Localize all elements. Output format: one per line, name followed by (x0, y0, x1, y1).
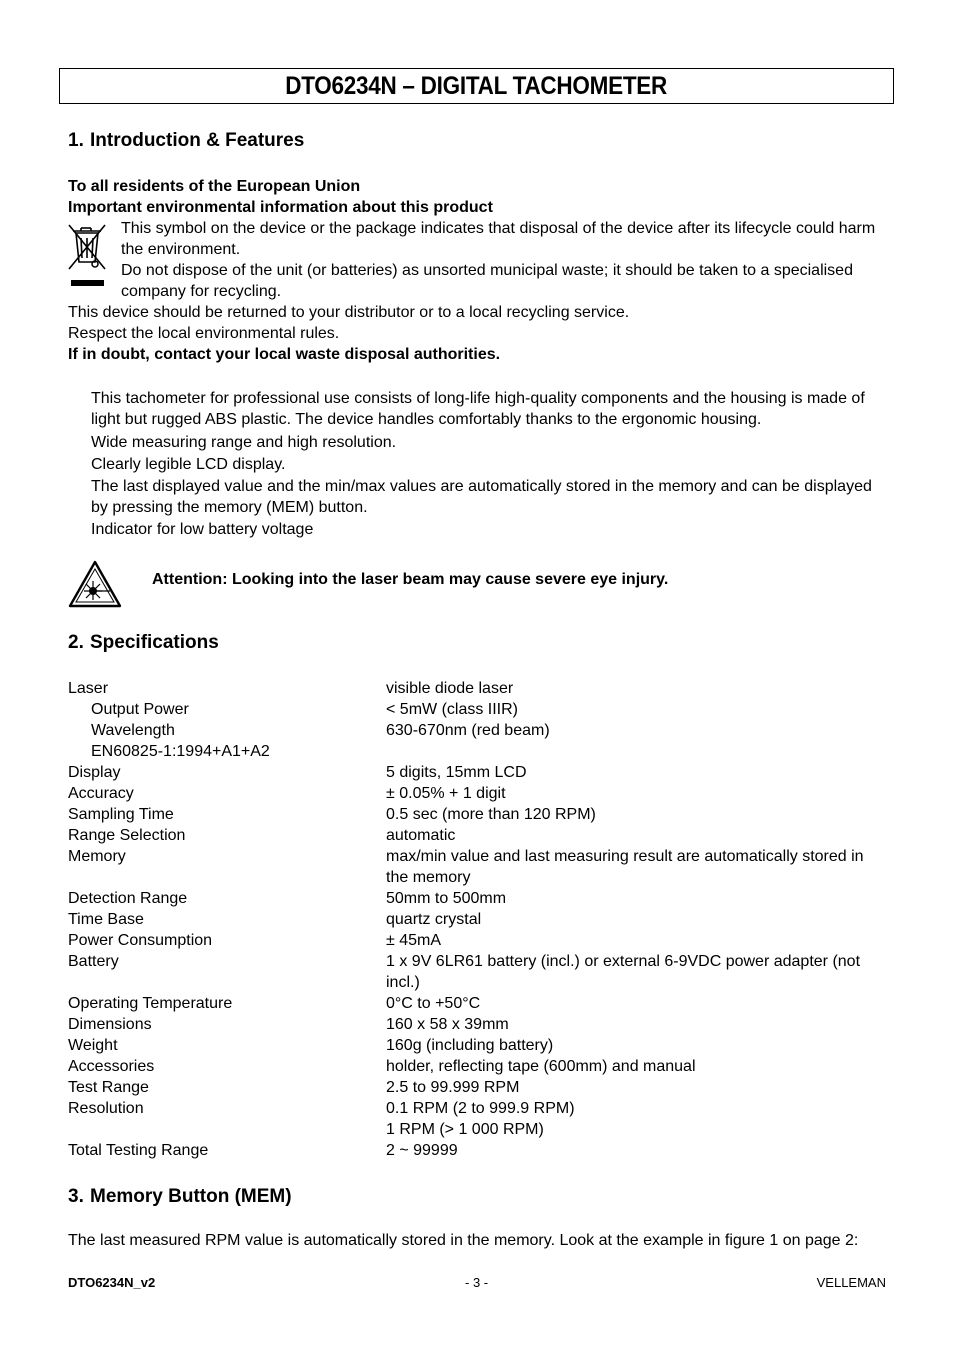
spec-key: EN60825-1:1994+A1+A2 (91, 743, 270, 760)
spec-row (68, 762, 888, 783)
spec-row (68, 1098, 888, 1119)
feature-item: Clearly legible LCD display. (91, 456, 286, 473)
laser-warning-icon (68, 560, 122, 608)
weee-text-1: This symbol on the device or the package indicates that disposal of the device after its lifecycle could harm the environment. (121, 220, 876, 258)
spec-key: Time Base (68, 911, 144, 928)
spec-row (68, 825, 888, 846)
spec-row (68, 804, 888, 825)
spec-row (68, 951, 888, 993)
spec-key: Power Consumption (68, 932, 213, 949)
spec-row (68, 741, 888, 762)
feature-paragraph: This tachometer for professional use consists of long-life high-quality components and the housing is made of light but rugged ABS plastic. The device handles comfortably thanks to the ergonomic housing. (91, 390, 865, 428)
spec-key: Accessories (68, 1058, 155, 1075)
spec-row (68, 1140, 888, 1161)
footer-page-number: - 3 - (465, 1275, 489, 1290)
section-3-heading: 3. Memory Button (MEM) (68, 1186, 292, 1207)
spec-row (68, 1056, 888, 1077)
page-title: DTO6234N – DIGITAL TACHOMETER (285, 71, 668, 100)
feature-item: Wide measuring range and high resolution. (91, 434, 397, 451)
spec-row (68, 1014, 888, 1035)
spec-row (68, 720, 888, 741)
spec-value: 630-670nm (red beam) (386, 722, 550, 739)
spec-value: holder, reflecting tape (600mm) and manual (386, 1058, 696, 1075)
spec-value: 1 RPM (> 1 000 RPM) (386, 1121, 544, 1138)
section-2-heading: 2. Specifications (68, 632, 219, 653)
spec-row (68, 993, 888, 1014)
crossed-out-wheelie-bin-icon (66, 222, 108, 288)
spec-key: Operating Temperature (68, 995, 233, 1012)
spec-row (68, 783, 888, 804)
spec-key: Accuracy (68, 785, 134, 802)
respect-text: Respect the local environmental rules. (68, 325, 340, 342)
spec-row (68, 909, 888, 930)
spec-key: Wavelength (91, 722, 175, 739)
spec-row (68, 888, 888, 909)
spec-value: 2 ~ 99999 (386, 1142, 458, 1159)
spec-value: 2.5 to 99.999 RPM (386, 1079, 520, 1096)
spec-row (68, 846, 888, 888)
spec-key: Detection Range (68, 890, 188, 907)
section-1-heading: 1. Introduction & Features (68, 130, 305, 151)
spec-key: Battery (68, 953, 119, 970)
spec-value: 50mm to 500mm (386, 890, 507, 907)
spec-key: Range Selection (68, 827, 186, 844)
spec-value: quartz crystal (386, 911, 482, 928)
spec-key: Laser (68, 680, 109, 697)
spec-key: Display (68, 764, 121, 781)
footer-doc-id: DTO6234N_v2 (68, 1275, 156, 1290)
eu-line-1: To all residents of the European Union (68, 178, 361, 195)
spec-key: Test Range (68, 1079, 149, 1096)
spec-key: Sampling Time (68, 806, 174, 823)
spec-row (68, 699, 888, 720)
spec-row (68, 1035, 888, 1056)
memory-button-text: The last measured RPM value is automatically stored in the memory. Look at the example in figure 1 on page 2: (68, 1232, 859, 1249)
spec-value: automatic (386, 827, 456, 844)
spec-row (68, 1119, 888, 1140)
spec-row (68, 1077, 888, 1098)
spec-value: ± 45mA (386, 932, 442, 949)
eu-line-2: Important environmental information about this product (68, 199, 493, 216)
page-title-box (59, 68, 894, 104)
laser-attention-text: Attention: Looking into the laser beam may cause severe eye injury. (152, 571, 669, 588)
footer-brand: VELLEMAN (816, 1275, 886, 1290)
spec-value: 5 digits, 15mm LCD (386, 764, 527, 781)
spec-key: Memory (68, 848, 126, 865)
spec-value: 160 x 58 x 39mm (386, 1016, 509, 1033)
spec-value: visible diode laser (386, 680, 514, 697)
spec-value: 160g (including battery) (386, 1037, 554, 1054)
feature-item: The last displayed value and the min/max values are automatically stored in the memory and can be displayed by pressing the memory (MEM) button. (91, 478, 872, 516)
return-text: This device should be returned to your distributor or to a local recycling service. (68, 304, 630, 321)
spec-value: 0.5 sec (more than 120 RPM) (386, 806, 596, 823)
spec-key: Weight (68, 1037, 118, 1054)
spec-row (68, 678, 888, 699)
spec-key: Dimensions (68, 1016, 152, 1033)
doubt-text: If in doubt, contact your local waste disposal authorities. (68, 346, 501, 363)
spec-value: ± 0.05% + 1 digit (386, 785, 506, 802)
spec-value: max/min value and last measuring result are automatically stored in the memory (386, 848, 864, 886)
spec-value: 0.1 RPM (2 to 999.9 RPM) (386, 1100, 575, 1117)
spec-key: Total Testing Range (68, 1142, 209, 1159)
spec-value: 1 x 9V 6LR61 battery (incl.) or external 6-9VDC power adapter (not incl.) (386, 953, 861, 991)
spec-value: 0°C to +50°C (386, 995, 481, 1012)
spec-row (68, 930, 888, 951)
spec-key: Resolution (68, 1100, 144, 1117)
feature-item: Indicator for low battery voltage (91, 521, 314, 538)
spec-value: < 5mW (class IIIR) (386, 701, 519, 718)
spec-key: Output Power (91, 701, 189, 718)
weee-text-2: Do not dispose of the unit (or batteries) as unsorted municipal waste; it should be taken to a specialised company for recycling. (121, 262, 853, 300)
